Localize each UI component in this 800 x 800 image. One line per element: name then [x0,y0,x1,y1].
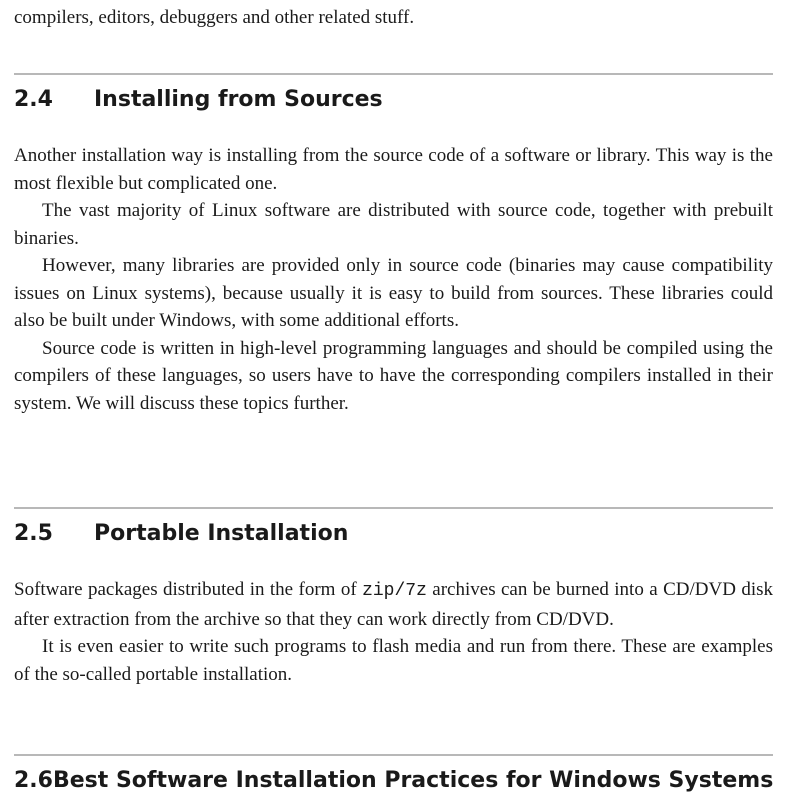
top-text-fragment: compilers, editors, debuggers and other related stuff. [14,7,415,28]
paragraph: Another installation way is installing from the source code of a software or library. This way is the most flexible but complicated one. [14,145,773,194]
section-heading [14,520,773,548]
paragraph: However, many libraries are provided only in source code (binaries may cause compatibility issues on Linux systems), because usually it is easy to build from sources. These libraries could also be built under Windows, with some additional efforts. [14,255,773,331]
section-2-4 [14,73,773,417]
section-body [14,142,773,417]
section-number: 2.4 [14,87,53,112]
section-heading [14,767,773,795]
section-divider [14,754,773,756]
paragraph: Source code is written in high-level programming languages and should be compiled using the compilers of these languages, so users have to have the corresponding compilers installed in their system. We will discuss these topics further. [14,337,773,414]
section-divider [14,73,773,75]
section-heading [14,86,773,114]
section-title: Installing from Sources [94,87,383,112]
section-number: 2.5 [14,521,53,546]
paragraph: The vast majority of Linux software are distributed with source code, together with prebuilt binaries. [14,200,773,249]
section-2-6 [14,754,773,795]
paragraph [14,576,773,633]
section-number: 2.6 [14,768,53,793]
inline-code: zip/7z [362,581,427,601]
section-2-5 [14,507,773,688]
paragraph: It is even easier to write such programs to flash media and run from there. These are examples of the so-called portable installation. [14,636,773,685]
section-divider [14,507,773,509]
section-title: Best Software Installation Practices for Windows Systems [52,768,774,793]
text-run: archives can be burned into a CD/DVD disk after extraction from the archive so that they can work directly from CD/DVD. [14,579,773,630]
text-run: Software packages distributed in the form of [14,579,363,600]
section-title: Portable Installation [94,521,349,546]
section-body [14,576,773,688]
